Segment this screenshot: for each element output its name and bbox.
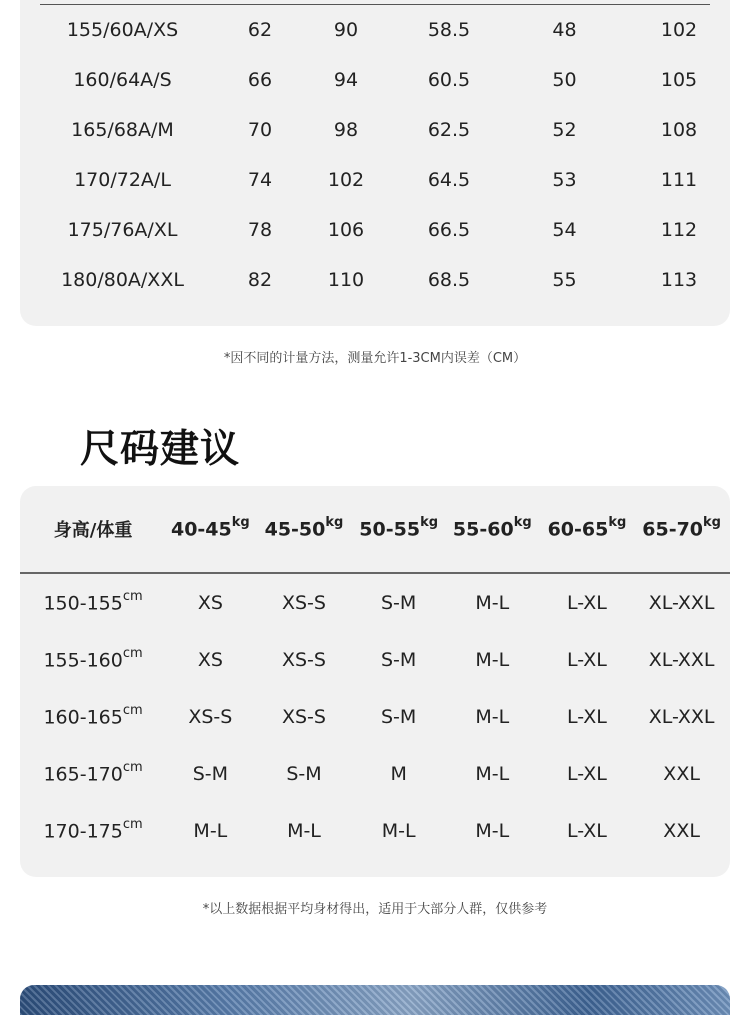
weight-range-header bbox=[633, 486, 730, 573]
height-range-cell bbox=[20, 745, 166, 802]
measurement-cell: 64.5 bbox=[427, 169, 471, 191]
size-chart-table bbox=[20, 5, 730, 305]
measurement-cell: 53 bbox=[552, 169, 577, 191]
denim-texture bbox=[20, 985, 730, 1015]
height-range-label: 160-165 bbox=[43, 706, 123, 729]
recommended-size-cell: M-L bbox=[475, 819, 510, 842]
weight-unit: kg bbox=[231, 515, 250, 531]
size-recommendation-card bbox=[20, 486, 730, 877]
measurement-cell: 82 bbox=[247, 269, 273, 291]
recommended-size-cell: M-L bbox=[287, 819, 321, 842]
weight-range-label: 50-55 bbox=[359, 518, 421, 541]
measurement-note: *因不同的计量方法，测量允许1-3CM内误差（CM） bbox=[223, 351, 527, 366]
measurement-cell: 68.5 bbox=[427, 269, 471, 291]
size-label-cell: 175/76A/XL bbox=[67, 219, 178, 241]
weight-range-header bbox=[166, 486, 254, 573]
measurement-cell: 113 bbox=[660, 269, 698, 291]
weight-range-header bbox=[541, 486, 634, 573]
weight-unit: kg bbox=[325, 515, 344, 531]
recommended-size-cell: S-M bbox=[286, 762, 322, 785]
height-weight-header: 身高/体重 bbox=[20, 486, 166, 573]
table-row bbox=[20, 745, 730, 802]
height-unit: cm bbox=[122, 702, 143, 718]
measurement-cell: 70 bbox=[247, 119, 273, 141]
recommended-size-cell: L-XL bbox=[567, 819, 607, 842]
measurement-cell: 48 bbox=[552, 19, 577, 41]
size-label-cell: 160/64A/S bbox=[73, 69, 172, 91]
measurement-cell: 106 bbox=[327, 219, 365, 241]
recommended-size-cell: XXL bbox=[663, 819, 700, 842]
measurement-cell: 54 bbox=[552, 219, 577, 241]
table-row bbox=[20, 5, 730, 55]
measurement-cell: 62 bbox=[247, 19, 273, 41]
weight-range-header bbox=[444, 486, 541, 573]
measurement-cell: 102 bbox=[660, 19, 698, 41]
table-row bbox=[20, 631, 730, 688]
recommended-size-cell: M-L bbox=[193, 819, 228, 842]
recommended-size-cell: M-L bbox=[381, 819, 416, 842]
recommended-size-cell: XL-XXL bbox=[648, 591, 715, 614]
recommendation-note: *以上数据根据平均身材得出，适用于大部分人群，仅供参考 bbox=[202, 902, 548, 917]
recommended-size-cell: XL-XXL bbox=[648, 648, 715, 671]
size-label-cell: 180/80A/XXL bbox=[61, 269, 184, 291]
size-label-cell: 155/60A/XS bbox=[66, 19, 179, 41]
recommended-size-cell: M-L bbox=[475, 648, 510, 671]
measurement-cell: 102 bbox=[327, 169, 365, 191]
table-row bbox=[20, 105, 730, 155]
section-title: 尺码建议 bbox=[80, 427, 241, 472]
weight-range-label: 60-65 bbox=[547, 518, 609, 541]
recommended-size-cell: XS-S bbox=[281, 705, 326, 728]
recommended-size-cell: M-L bbox=[475, 705, 510, 728]
measurement-cell: 90 bbox=[333, 19, 359, 41]
recommended-size-cell: XL-XXL bbox=[648, 705, 715, 728]
measurement-cell: 105 bbox=[660, 69, 698, 91]
height-range-cell bbox=[20, 631, 166, 688]
size-chart-card bbox=[20, 0, 730, 326]
measurement-cell: 58.5 bbox=[427, 19, 471, 41]
height-range-label: 150-155 bbox=[43, 592, 123, 615]
table-row bbox=[20, 573, 730, 631]
recommended-size-cell: M bbox=[390, 762, 407, 785]
measurement-cell: 62.5 bbox=[427, 119, 471, 141]
table-row bbox=[20, 205, 730, 255]
weight-unit: kg bbox=[513, 515, 532, 531]
weight-unit: kg bbox=[703, 515, 721, 531]
recommended-size-cell: S-M bbox=[380, 591, 417, 614]
table-row bbox=[20, 155, 730, 205]
height-unit: cm bbox=[122, 645, 143, 661]
height-range-cell bbox=[20, 573, 166, 631]
weight-unit: kg bbox=[420, 515, 439, 531]
weight-range-label: 65-70 bbox=[642, 518, 704, 541]
recommended-size-cell: L-XL bbox=[567, 591, 607, 614]
recommended-size-cell: XS bbox=[197, 648, 223, 671]
measurement-cell: 74 bbox=[247, 169, 273, 191]
size-label-cell: 170/72A/L bbox=[74, 169, 171, 191]
weight-range-label: 40-45 bbox=[170, 518, 232, 541]
measurement-cell: 112 bbox=[660, 219, 698, 241]
height-range-label: 170-175 bbox=[43, 820, 123, 843]
measurement-cell: 66 bbox=[247, 69, 273, 91]
recommended-size-cell: S-M bbox=[380, 705, 417, 728]
recommended-size-cell: M-L bbox=[475, 762, 510, 785]
measurement-cell: 55 bbox=[552, 269, 577, 291]
measurement-cell: 78 bbox=[247, 219, 273, 241]
recommended-size-cell: M-L bbox=[475, 591, 510, 614]
measurement-cell: 60.5 bbox=[427, 69, 471, 91]
measurement-cell: 94 bbox=[333, 69, 359, 91]
table-row bbox=[20, 255, 730, 305]
recommended-size-cell: XXL bbox=[663, 762, 700, 785]
recommended-size-cell: XS-S bbox=[281, 648, 326, 671]
recommended-size-cell: XS bbox=[197, 591, 223, 614]
height-range-label: 155-160 bbox=[43, 649, 123, 672]
weight-range-header bbox=[255, 486, 354, 573]
height-range-cell bbox=[20, 802, 166, 859]
table-row bbox=[20, 688, 730, 745]
product-photo-strip bbox=[20, 985, 730, 1015]
recommended-size-cell: XS-S bbox=[281, 591, 326, 614]
height-unit: cm bbox=[122, 816, 143, 832]
table-row bbox=[20, 55, 730, 105]
measurement-cell: 111 bbox=[660, 169, 698, 191]
measurement-cell: 50 bbox=[552, 69, 577, 91]
weight-range-label: 45-50 bbox=[264, 518, 326, 541]
weight-range-label: 55-60 bbox=[452, 518, 514, 541]
weight-unit: kg bbox=[608, 515, 627, 531]
measurement-cell: 98 bbox=[333, 119, 359, 141]
weight-range-header bbox=[353, 486, 444, 573]
recommended-size-cell: S-M bbox=[380, 648, 417, 671]
height-range-label: 165-170 bbox=[43, 763, 123, 786]
measurement-cell: 108 bbox=[660, 119, 698, 141]
recommended-size-cell: L-XL bbox=[567, 705, 607, 728]
recommended-size-cell: L-XL bbox=[567, 648, 607, 671]
size-label-cell: 165/68A/M bbox=[71, 119, 174, 141]
height-unit: cm bbox=[122, 759, 143, 775]
height-range-cell bbox=[20, 688, 166, 745]
recommended-size-cell: L-XL bbox=[567, 762, 607, 785]
height-unit: cm bbox=[122, 588, 143, 604]
size-recommendation-table bbox=[20, 486, 730, 859]
table-row bbox=[20, 802, 730, 859]
measurement-cell: 110 bbox=[327, 269, 365, 291]
table-header-row bbox=[20, 486, 730, 573]
measurement-cell: 52 bbox=[552, 119, 577, 141]
recommended-size-cell: XS-S bbox=[188, 705, 233, 728]
measurement-cell: 66.5 bbox=[427, 219, 471, 241]
recommended-size-cell: S-M bbox=[192, 762, 228, 785]
